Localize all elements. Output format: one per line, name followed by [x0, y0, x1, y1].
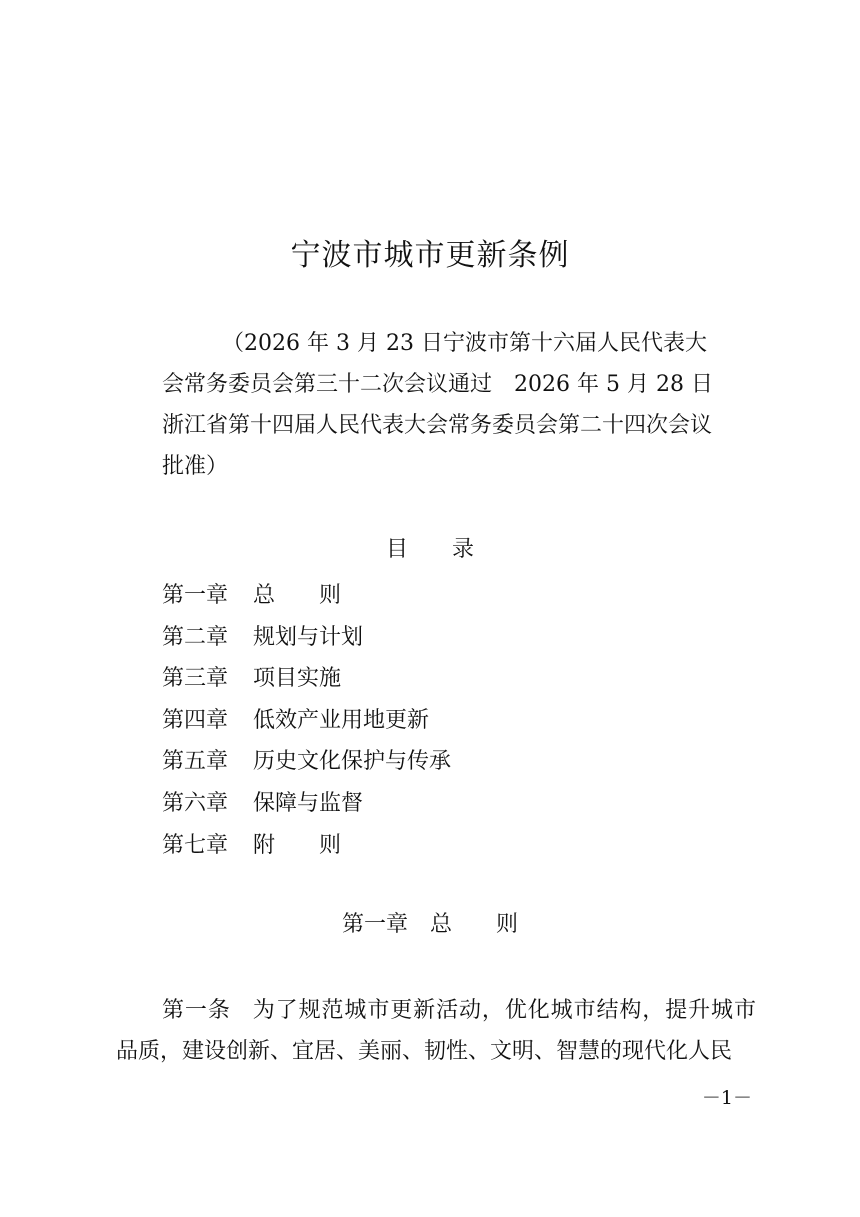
adoption-preamble: （2026 年 3 月 23 日宁波市第十六届人民代表大会常务委员会第三十二次会议通过 2026 年 5 月 28 日浙江省第十四届人民代表大会常务委员会第二十四次会议批准）	[162, 331, 713, 479]
toc-chapter-number: 第四章	[162, 707, 229, 733]
toc-chapter-title: 低效产业用地更新	[253, 707, 430, 733]
toc-chapter-title: 历史文化保护与传承	[253, 749, 452, 775]
toc-item	[162, 658, 451, 700]
chapter-heading-text: 第一章 总 则	[341, 912, 518, 937]
toc-chapter-number: 第五章	[162, 749, 229, 775]
document-title: 宁波市城市更新条例	[290, 238, 570, 273]
article-label: 第一条	[162, 998, 231, 1023]
toc-heading	[0, 533, 860, 567]
toc-chapter-number: 第二章	[162, 624, 229, 650]
toc-chapter-title: 总 则	[253, 583, 342, 608]
toc-chapter-title: 规划与计划	[253, 624, 364, 650]
chapter-heading	[0, 908, 860, 942]
toc-chapter-title: 保障与监督	[253, 790, 364, 816]
toc-chapter-number: 第六章	[162, 790, 229, 816]
article-text: 为了规范城市更新活动，优化城市结构，提升城市品质，建设创新、宜居、美丽、韧性、文明、智慧的现代化人民	[116, 998, 756, 1064]
toc-item	[162, 617, 451, 659]
article-paragraph	[116, 990, 756, 1072]
toc-item	[162, 825, 451, 867]
toc-chapter-number: 第一章	[162, 583, 229, 608]
toc-chapter-title: 附 则	[253, 832, 342, 858]
toc-chapter-number: 第七章	[162, 832, 229, 858]
page-number: －1－	[701, 1087, 752, 1109]
toc-item	[162, 783, 451, 825]
toc-item	[162, 741, 451, 783]
toc-heading-text: 目 录	[385, 537, 474, 562]
toc-item	[162, 700, 451, 742]
table-of-contents	[162, 575, 451, 866]
toc-item	[162, 575, 451, 617]
toc-chapter-title: 项目实施	[253, 666, 342, 692]
toc-chapter-number: 第三章	[162, 666, 229, 692]
